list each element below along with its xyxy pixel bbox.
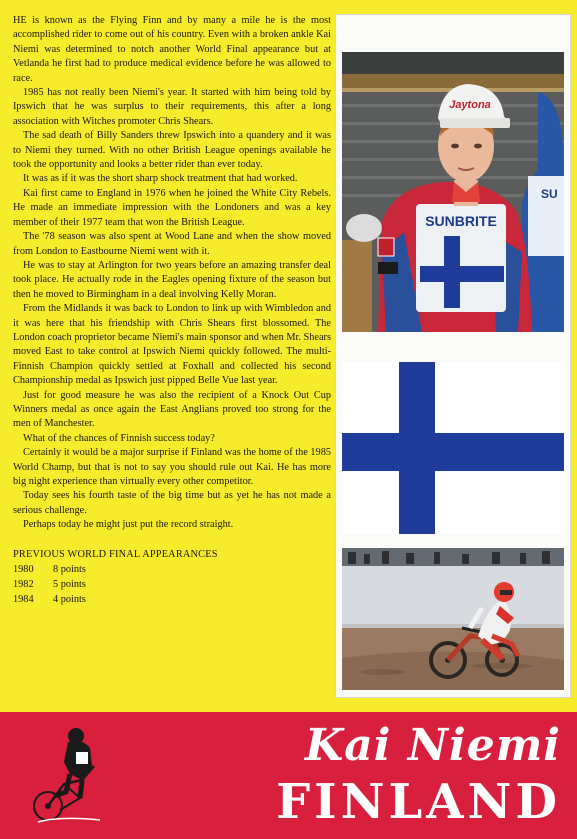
appearance-points: 8 points [53,563,86,575]
speedway-action-photo [342,548,564,690]
rider-name-heading: Kai Niemi [305,720,561,771]
appearance-points: 4 points [53,593,86,605]
article-paragraph: What of the chances of Finnish success today? [23,432,215,444]
article-paragraph: Certainly it would be a major surprise if Finland was the home of the 1985 World Champ, but that is not to say you should rule out Kai. He has more big night experience than virtually every other competitor. [13,447,331,487]
article-paragraph: HE is known as the Flying Finn and by many a mile he is the most accomplished rider to come out of his country. Even with a broken ankle Kai Niemi was determined to notch another World Final appearance but at Vetlanda he first had to produce medical evidence before he was allowed to race. [13,15,331,84]
appearance-points: 5 points [53,578,86,590]
finland-flag [342,362,564,534]
speedway-rider-icon-graphic [30,722,104,827]
speedway-rider-icon [30,722,104,827]
article-paragraph: The sad death of Billy Sanders threw Ipswich into a quandery and it was to Niemi they turned. With no other British League openings available he took the opportunity and looks a better rider than ever today. [13,130,331,171]
appearance-year: 1980 [13,563,34,575]
article-paragraph: 1985 has not really been Niemi's year. It started with him being told by Ipswich that he was surplus to their requirements, this after a long association with Witches promoter Chris Shears. [13,87,331,127]
country-heading: FINLAND [276,774,561,830]
cap-logo-text: Jaytona [449,99,491,111]
finland-flag-image [342,362,564,534]
rider-portrait-photo [342,52,564,332]
article [13,14,331,607]
appearance-year: 1984 [13,593,34,605]
appearances-row [13,577,331,592]
article-paragraph: Kai first came to England in 1976 when he joined the White City Rebels. He made an immediate impression with the Londoners and was a key member of their 1977 team that won the British League. [13,187,331,228]
article-paragraph: It was as if it was the short sharp shock treatment that had worked. [23,173,298,185]
rider-portrait-image [342,52,564,332]
bib2-text: SU [541,187,558,201]
article-paragraph: Today sees his fourth taste of the big time but as yet he has not made a serious challenge. [13,490,331,516]
article-paragraph: Perhaps today he might just put the record straight. [23,519,234,531]
appearance-year: 1982 [13,578,34,590]
article-paragraph: The '78 season was also spent at Wood Lane and when the show moved from London to Eastbourne Niemi went with it. [13,231,331,257]
article-paragraph: Just for good measure he was also the recipient of a Knock Out Cup Winners medal as once again the East Anglians proved too strong for the men of Manchester. [13,389,331,430]
article-paragraph: He was to stay at Arlington for two years before an amazing transfer deal took place. He actually rode in the Eagles opening fixture of the season but then he moved to Birmingham in a deal involving Kelly Moran. [13,259,331,300]
speedway-action-image [342,548,564,690]
appearances-row [13,562,331,577]
appearances-table [13,547,331,607]
article-paragraph: From the Midlands it was back to London to link up with Wimbledon and it was here that his friendship with Chris Shears first blossomed. The London coach proprietor became Niemi's main sponsor and when Mr. Shears moved East to take control at Ipswich Niemi quickly followed. The multi-Finnish Champion quickly settled at Foxhall and collected his second Championship medal as Ipswich just pipped Belle Vue last year. [13,303,331,387]
appearances-row [13,592,331,607]
appearances-heading: PREVIOUS WORLD FINAL APPEARANCES [13,548,218,560]
bib-text: SUNBRITE [425,213,497,229]
photo-panel [335,14,571,698]
